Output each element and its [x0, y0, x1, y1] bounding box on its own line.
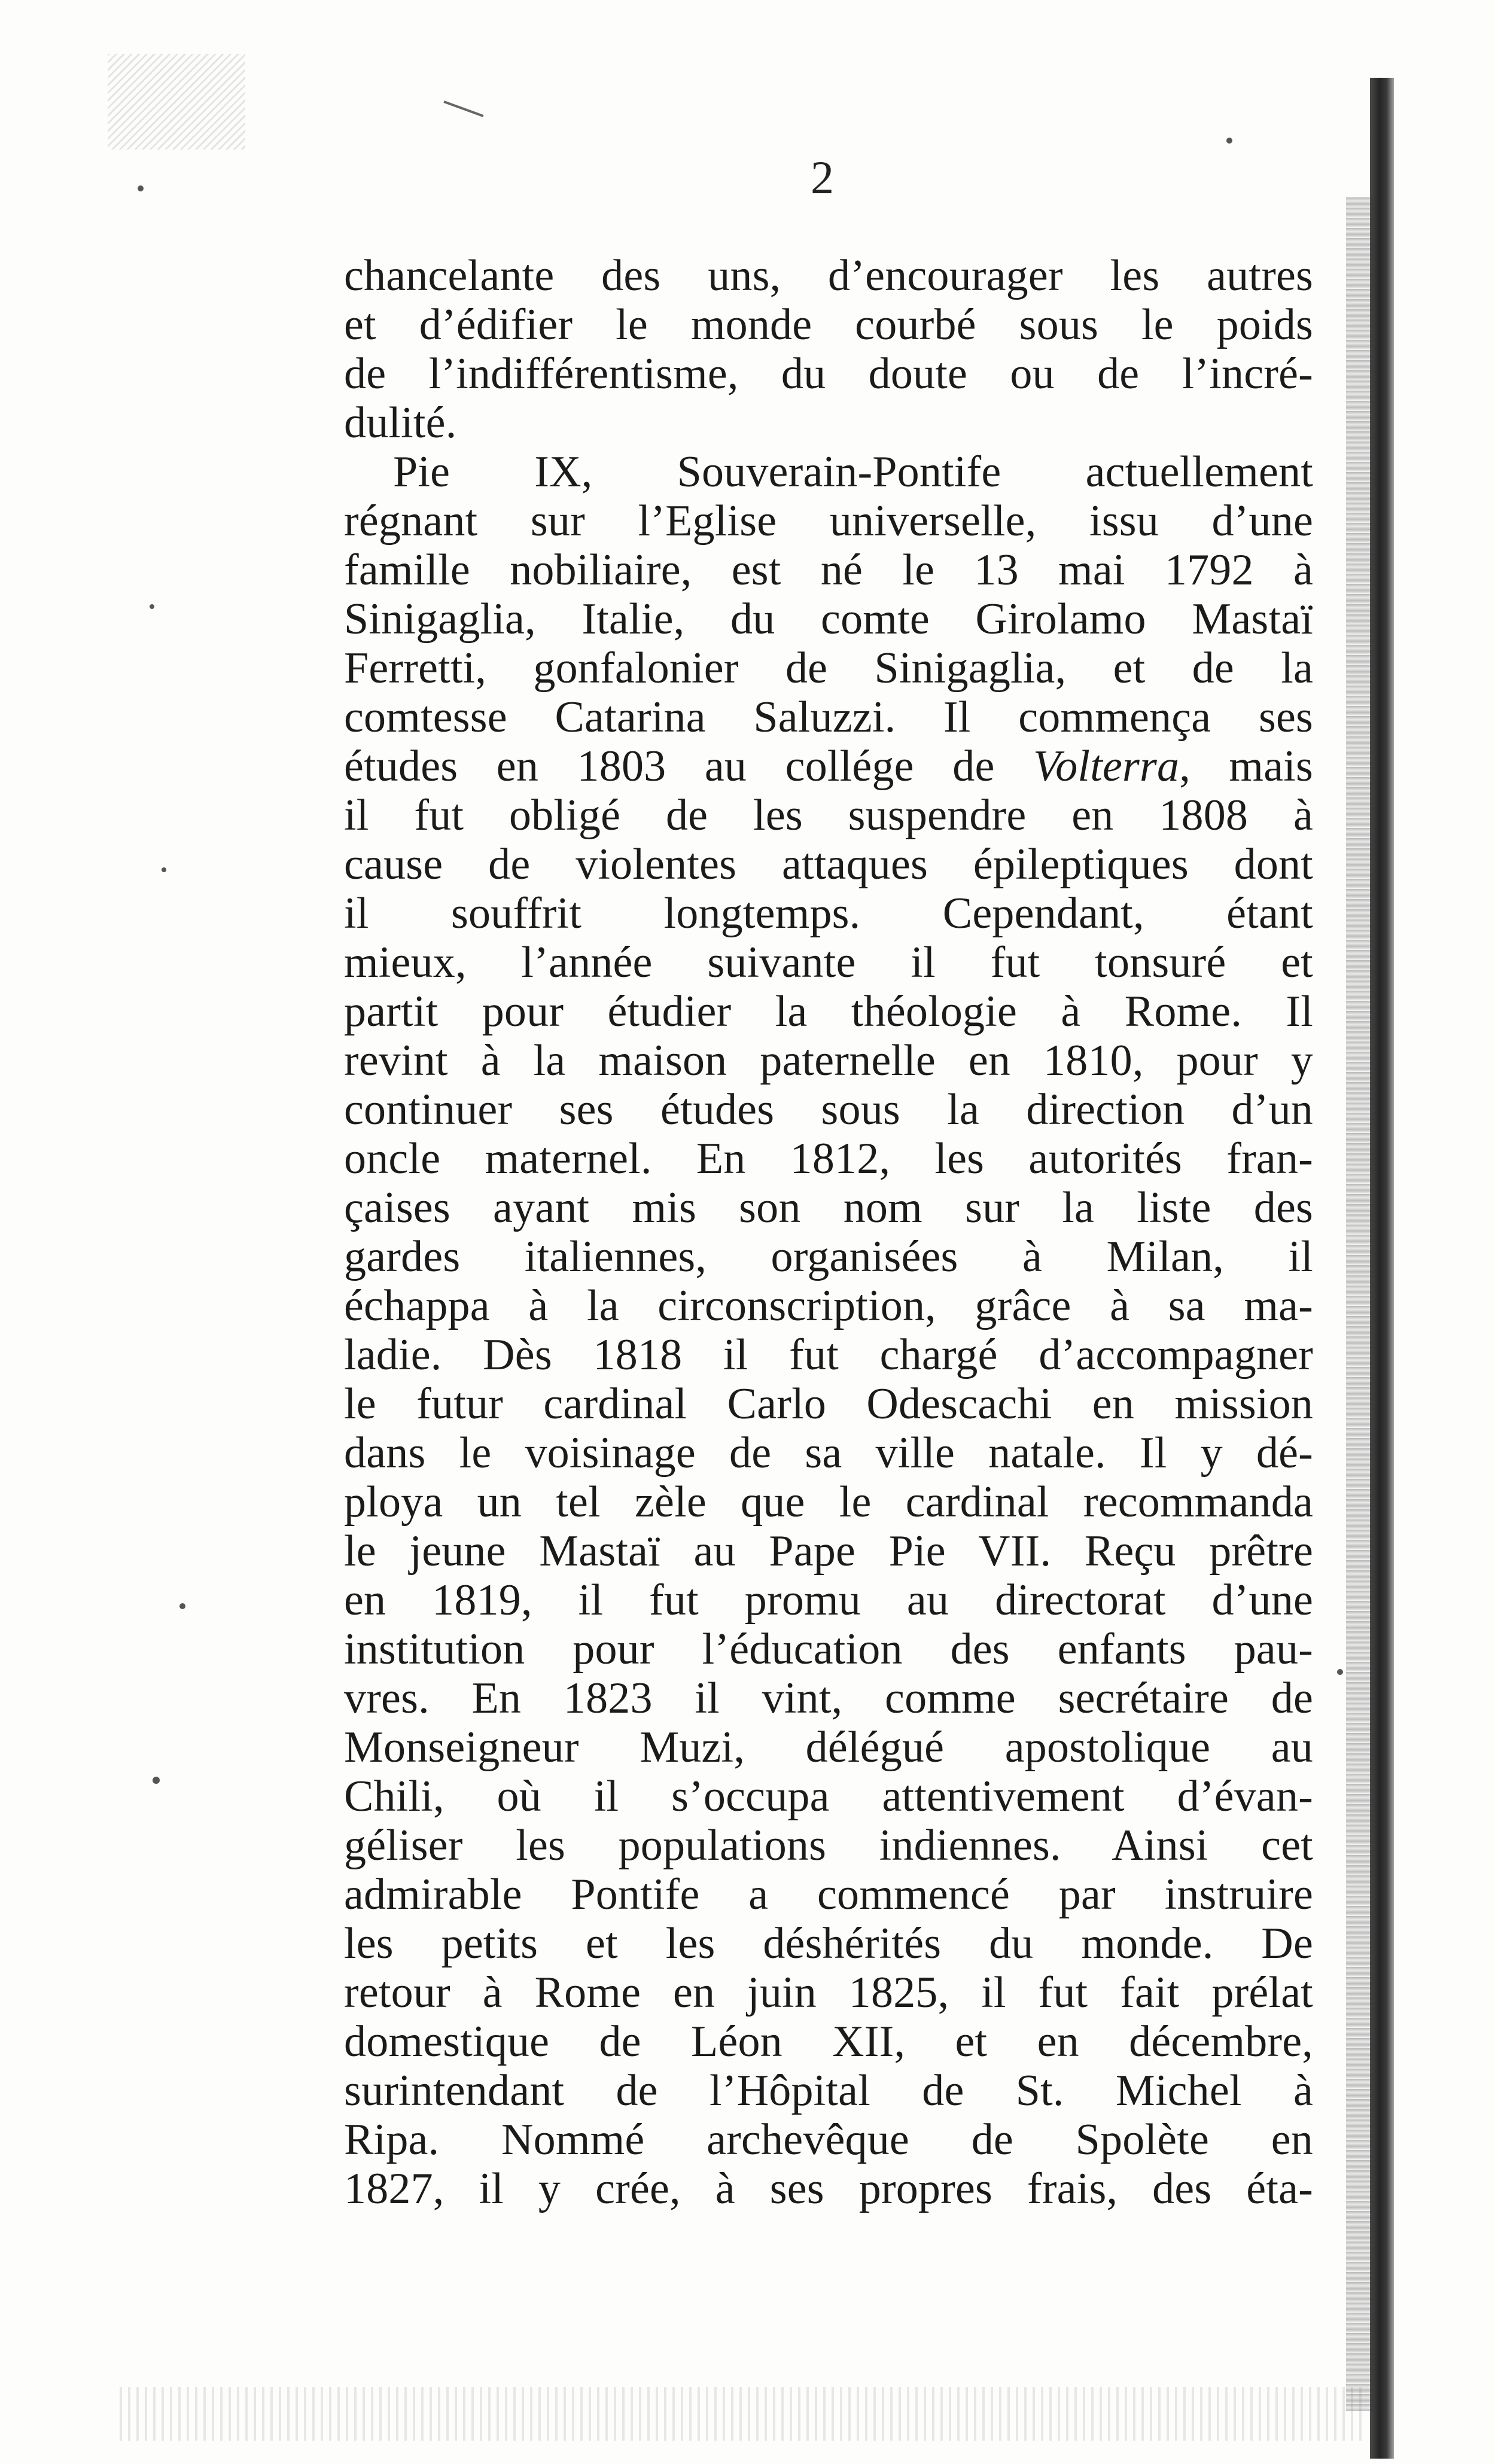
text-line: mieux, l’année suivante il fut tonsuré et [344, 938, 1313, 987]
text-line: études en 1803 au collége de Volterra, mais [344, 742, 1313, 791]
text-line: revint à la maison paternelle en 1810, pour y [344, 1036, 1313, 1085]
text-line: admirable Pontife a commencé par instruire [344, 1870, 1313, 1919]
text-line: le jeune Mastaï au Pape Pie VII. Reçu prêtre [344, 1527, 1313, 1576]
corner-scan-noise [108, 54, 245, 150]
text-line: gardes italiennes, organisées à Milan, il [344, 1232, 1313, 1281]
text-line: comtesse Catarina Saluzzi. Il commença ses [344, 693, 1313, 742]
text-line: partit pour étudier la théologie à Rome. Il [344, 987, 1313, 1036]
page-number: 2 [811, 151, 834, 203]
text-line: et d’édifier le monde courbé sous le poids [344, 300, 1313, 349]
text-line: continuer ses études sous la direction d’un [344, 1085, 1313, 1134]
stray-mark [443, 100, 483, 117]
text-line: Ferretti, gonfalonier de Sinigaglia, et de la [344, 644, 1313, 693]
text-line: vres. En 1823 il vint, comme secrétaire de [344, 1674, 1313, 1723]
text-line: il souffrit longtemps. Cependant, étant [344, 889, 1313, 938]
text-line: les petits et les déshérités du monde. De [344, 1919, 1313, 1968]
text-line: Monseigneur Muzi, délégué apostolique au [344, 1723, 1313, 1772]
text-line: Ripa. Nommé archevêque de Spolète en [344, 2115, 1313, 2164]
text-line: domestique de Léon XII, et en décembre, [344, 2017, 1313, 2066]
binding-edge-shadow [1370, 78, 1394, 2459]
text-line: échappa à la circonscription, grâce à sa ma- [344, 1281, 1313, 1330]
text-line: en 1819, il fut promu au directorat d’une [344, 1576, 1313, 1625]
text-line: de l’indifférentisme, du doute ou de l’incré- [344, 349, 1313, 398]
bottom-scan-noise [120, 2387, 1364, 2441]
text-line: cause de violentes attaques épileptiques dont [344, 840, 1313, 889]
text-line: ploya un tel zèle que le cardinal recommanda [344, 1478, 1313, 1527]
text-line: Sinigaglia, Italie, du comte Girolamo Mastaï [344, 595, 1313, 644]
speck [179, 1603, 185, 1609]
speck [162, 867, 166, 872]
text-line: il fut obligé de les suspendre en 1808 à [344, 791, 1313, 840]
binding-edge-texture [1346, 197, 1373, 2411]
text-line: le futur cardinal Carlo Odescachi en mission [344, 1379, 1313, 1429]
text-line: çaises ayant mis son nom sur la liste des [344, 1183, 1313, 1232]
text-line: oncle maternel. En 1812, les autorités fran- [344, 1134, 1313, 1183]
text-line: chancelante des uns, d’encourager les autres [344, 251, 1313, 300]
text-line: ladie. Dès 1818 il fut chargé d’accompagner [344, 1330, 1313, 1379]
text-line: Chili, où il s’occupa attentivement d’évan- [344, 1772, 1313, 1821]
text-line: régnant sur l’Eglise universelle, issu d’une [344, 497, 1313, 546]
text-line: retour à Rome en juin 1825, il fut fait prélat [344, 1968, 1313, 2017]
speck [153, 1777, 160, 1784]
text-line: surintendant de l’Hôpital de St. Michel à [344, 2066, 1313, 2115]
body-text [344, 251, 1313, 2213]
text-line: dulité. [344, 398, 457, 447]
text-line: Pie IX, Souverain-Pontife actuellement [393, 447, 1313, 497]
speck [1226, 138, 1232, 144]
text-line: dans le voisinage de sa ville natale. Il y dé- [344, 1429, 1313, 1478]
text-line: 1827, il y crée, à ses propres frais, des éta- [344, 2164, 1313, 2213]
text-line: géliser les populations indiennes. Ainsi cet [344, 1821, 1313, 1870]
speck [150, 604, 154, 609]
italic-place-name: Volterra [1033, 742, 1180, 791]
text-line: institution pour l’éducation des enfants pau- [344, 1625, 1313, 1674]
speck [138, 185, 144, 191]
text-line: famille nobiliaire, est né le 13 mai 1792 à [344, 546, 1313, 595]
speck [1337, 1669, 1343, 1675]
